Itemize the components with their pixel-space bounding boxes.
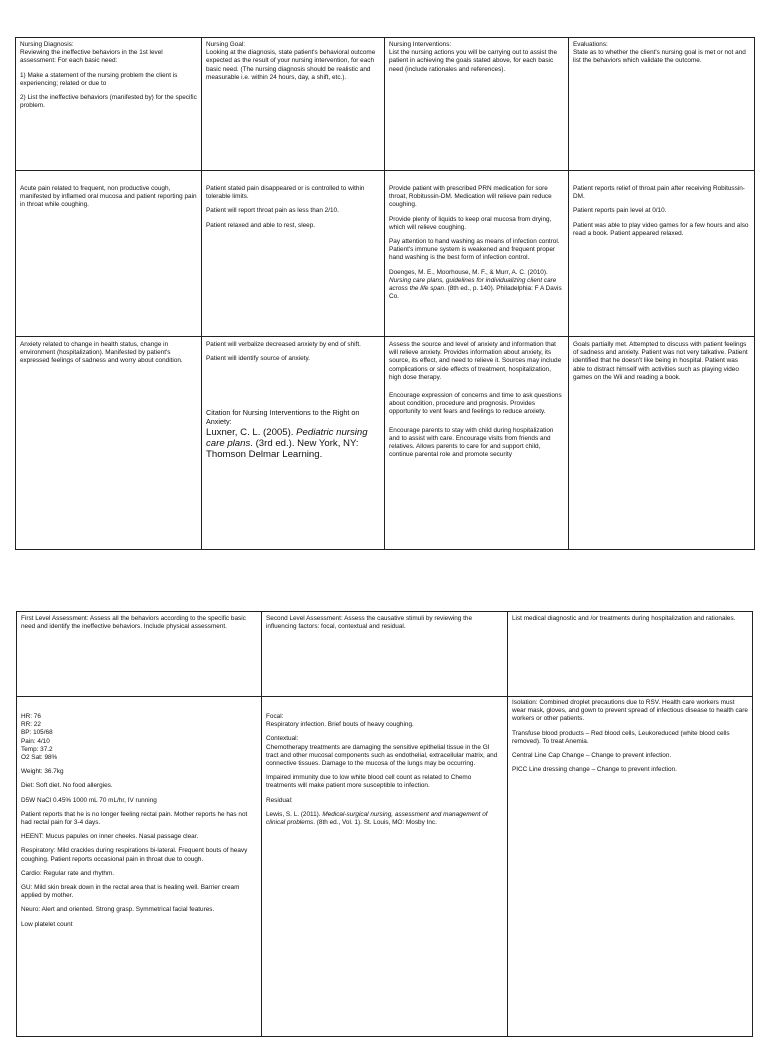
assessment-item: HEENT: Mucus papules on inner cheeks. Nasal passage clear.	[21, 833, 199, 841]
header-nursing-diagnosis	[16, 38, 202, 171]
table-header-row	[16, 38, 755, 171]
goal-cell	[202, 337, 385, 550]
intervention-item: Assess the source and level of anxiety and information that will relieve anxiety. Provides information about anxiety, its source, its effect, and need to relieve it. Sources may include complications or side effects of treatment, hospitalization, high dose therapy.	[389, 341, 562, 381]
vital-rr: RR: 22	[21, 721, 41, 729]
table-row	[16, 337, 755, 550]
citation-rest: . (3rd ed.). New York, NY: Thomson Delmar Learning.	[206, 437, 359, 460]
header-first-level-assessment	[17, 612, 262, 697]
diagnosis-cell	[16, 171, 202, 337]
goal-item: Patient relaxed and able to rest, sleep.	[206, 221, 316, 229]
header-nursing-goal	[202, 38, 385, 171]
header-desc: State as to whether the client's nursing goal is met or not and list the behaviors which validate the outcome.	[573, 49, 746, 65]
assessment-item: Cardio: Regular rate and rhythm.	[21, 869, 115, 877]
goal-citation-label: Citation for Nursing Interventions to the Right on Anxiety:	[206, 408, 360, 426]
header-evaluations	[569, 38, 755, 171]
citation-authors: Luxner, C. L. (2005).	[206, 426, 294, 438]
header-step-2: 2) List the ineffective behaviors (manifested by) for the specific problem.	[20, 94, 197, 110]
reference-citation	[266, 811, 503, 827]
goal-item: Patient will report throat pain as less than 2/10.	[206, 207, 339, 215]
goal-cell	[202, 171, 385, 337]
assessment-item: Patient reports that he is no longer feeling rectal pain. Mother reports he has not had rectal pain for 3-4 days.	[21, 810, 248, 827]
citation-rest: . (8th ed., p. 140). Philadelphia: F A Davis Co.	[389, 285, 562, 301]
first-level-cell	[17, 697, 262, 1037]
contextual-text: Chemotherapy treatments are damaging the sensitive epithelial tissue in the GI tract and other mucosal components such as endothelial, extracellular matrix, and connective tissues. Damage to the mucosa of the lungs may be occurring.	[266, 743, 498, 768]
assessment-table	[16, 611, 753, 1037]
header-medical-treatments	[508, 612, 753, 697]
evaluation-item: Patient reports relief of throat pain after receiving Robitussin-DM.	[573, 185, 745, 201]
intervention-item: Provide plenty of liquids to keep oral mucosa from drying, which will relieve coughing.	[389, 215, 552, 231]
evaluation-item: Patient was able to play video games for a few hours and also read a book. Patient appeared relaxed.	[573, 221, 749, 237]
evaluation-cell	[569, 171, 755, 337]
treatment-item: PICC Line dressing change – Change to prevent infection.	[512, 766, 677, 774]
evaluation-text: Goals partially met. Attempted to discuss with patient feelings of sadness and anxiety. Patient was not very talkative. Patient identified that he doesn't like being in hospital. Patient was able to distract himself with activities such as playing video games on the Wii and reading a book.	[573, 341, 748, 381]
citation-authors: Doenges, M. E., Moorhouse, M. F., & Murr, A. C. (2010).	[389, 268, 548, 276]
evaluation-cell	[569, 337, 755, 550]
goal-item: Patient will identify source of anxiety.	[206, 355, 310, 363]
treatment-item: Isolation: Combined droplet precautions due to RSV. Health care workers must wear mask, gloves, and gown to prevent spread of infectious disease to health care workers or other patients.	[512, 699, 748, 723]
citation-title: Medical-surgical nursing, assessment and management of clinical problems	[266, 810, 488, 827]
header-desc: Reviewing the ineffective behaviors in the 1st level assessment: For each basic need:	[20, 49, 163, 65]
impaired-immunity-text: Impaired immunity due to low white blood cell count as related to Chemo treatments will make patient more susceptible to infection.	[266, 774, 472, 790]
vital-signs	[21, 713, 257, 762]
header-desc: Looking at the diagnosis, state patient's behavioral outcome expected as the result of your nursing intervention, for each basic need. (The nursing diagnosis should be realistic and measurable i.e. within 24 hours, day, a shift, etc.).	[206, 49, 376, 81]
evaluation-item: Patient reports pain level at 0/10.	[573, 207, 667, 215]
goal-citation	[206, 427, 380, 460]
citation-title: Nursing care plans, guidelines for individualizing client care across the life span	[389, 276, 557, 293]
citation-authors: Lewis, S. L. (2011).	[266, 810, 321, 818]
header-second-level-assessment	[262, 612, 508, 697]
focal-label: Focal:	[266, 713, 284, 720]
diagnosis-text: Acute pain related to frequent, non productive cough, manifested by inflamed oral mucosa and patient reporting pain in throat while coughing.	[20, 185, 197, 209]
interventions-cell	[385, 171, 569, 337]
second-level-cell	[262, 697, 508, 1037]
contextual-label: Contextual:	[266, 735, 299, 743]
treatment-item: Central Line Cap Change – Change to prevent infection.	[512, 752, 672, 760]
header-title: Nursing Interventions:	[389, 41, 452, 48]
header-nursing-interventions	[385, 38, 569, 171]
table-header-row	[17, 612, 753, 697]
assessment-item: Diet: Soft diet. No food allergies.	[21, 782, 113, 790]
header-step-1: 1) Make a statement of the nursing problem the client is experiencing; related or due to	[20, 71, 178, 87]
header-title: Nursing Diagnosis:	[20, 41, 74, 48]
assessment-item: Respiratory: Mild crackles during respirations bi-lateral. Frequent bouts of heavy coughing. Patient reports occasional pain in throat due to cough.	[21, 847, 248, 863]
assessment-item: Low platelet count	[21, 920, 73, 928]
nursing-care-plan-table	[15, 37, 755, 550]
assessment-item: Weight: 36.7kg	[21, 768, 64, 776]
intervention-item: Encourage expression of concerns and time to ask questions about condition, procedure and prognosis. Provides opportunity to vent fears and feelings to reduce anxiety.	[389, 392, 562, 416]
header-title: Nursing Goal:	[206, 41, 246, 48]
assessment-item: D5W NaCl 0.45% 1000 mL 70 mL/hr, IV running	[21, 796, 157, 804]
table-row	[16, 171, 755, 337]
focal-text: Respiratory infection. Brief bouts of heavy coughing.	[266, 721, 414, 729]
table-row	[17, 697, 753, 1037]
header-title: Evaluations:	[573, 41, 608, 48]
intervention-item: Provide patient with prescribed PRN medication for sore throat, Robitussin-DM. Medication will relieve pain reduce coughing.	[389, 185, 552, 209]
citation-rest: . (8th ed., Vol. 1). St. Louis, MO: Mosby Inc.	[313, 819, 437, 827]
header-desc: List the nursing actions you will be carrying out to assist the patient in achieving the goals stated above, for each basic need (include rationales and references).	[389, 49, 558, 73]
vital-o2-sat: O2 Sat: 98%	[21, 754, 58, 762]
assessment-item: GU: Mild skin break down in the rectal area that is healing well. Barrier cream applied by mother.	[21, 884, 240, 900]
goal-item: Patient will verbalize decreased anxiety by end of shift.	[206, 341, 361, 348]
vital-pain: Pain: 4/10	[21, 737, 50, 745]
intervention-item: Encourage parents to stay with child during hospitalization and to assist with care. Encourage visits from friends and relatives. Allows parents to care for and support child, continue parental role and promote security	[389, 426, 554, 459]
intervention-item: Pay attention to hand washing as means of infection control. Patient's immune system is weakened and frequent proper hand washing is the best form of infection control.	[389, 238, 560, 262]
diagnosis-text: Anxiety related to change in health status, change in environment (hospitalization). Manifested by patient's expressed feelings of sadness and worry about condition.	[20, 341, 183, 365]
diagnosis-cell	[16, 337, 202, 550]
header-desc: List medical diagnostic and /or treatments during hospitalization and rationales.	[512, 615, 736, 622]
goal-item: Patient stated pain disappeared or is controlled to within tolerable limits.	[206, 185, 365, 201]
header-desc: Second Level Assessment: Assess the causative stimuli by reviewing the influencing factors: focal, contextual and residual.	[266, 615, 473, 631]
reference-citation	[389, 269, 564, 302]
treatment-item: Transfuse blood products – Red blood cells, Leukoreduced (white blood cells removed). To treat Anemia.	[512, 729, 730, 745]
header-desc: First Level Assessment: Assess all the behaviors according to the specific basic need and identify the ineffective behaviors. Include physical assessment.	[21, 615, 246, 631]
citation-title: Pediatric nursing care plans	[206, 426, 368, 449]
vital-bp: BP: 105/68	[21, 729, 53, 737]
assessment-item: Neuro: Alert and oriented. Strong grasp. Symmetrical facial features.	[21, 906, 215, 914]
vital-temp: Temp: 37.2	[21, 745, 53, 753]
vital-hr: HR: 76	[21, 713, 41, 720]
residual-label: Residual:	[266, 796, 293, 804]
medical-treatments-cell	[508, 697, 753, 1037]
interventions-cell	[385, 337, 569, 550]
